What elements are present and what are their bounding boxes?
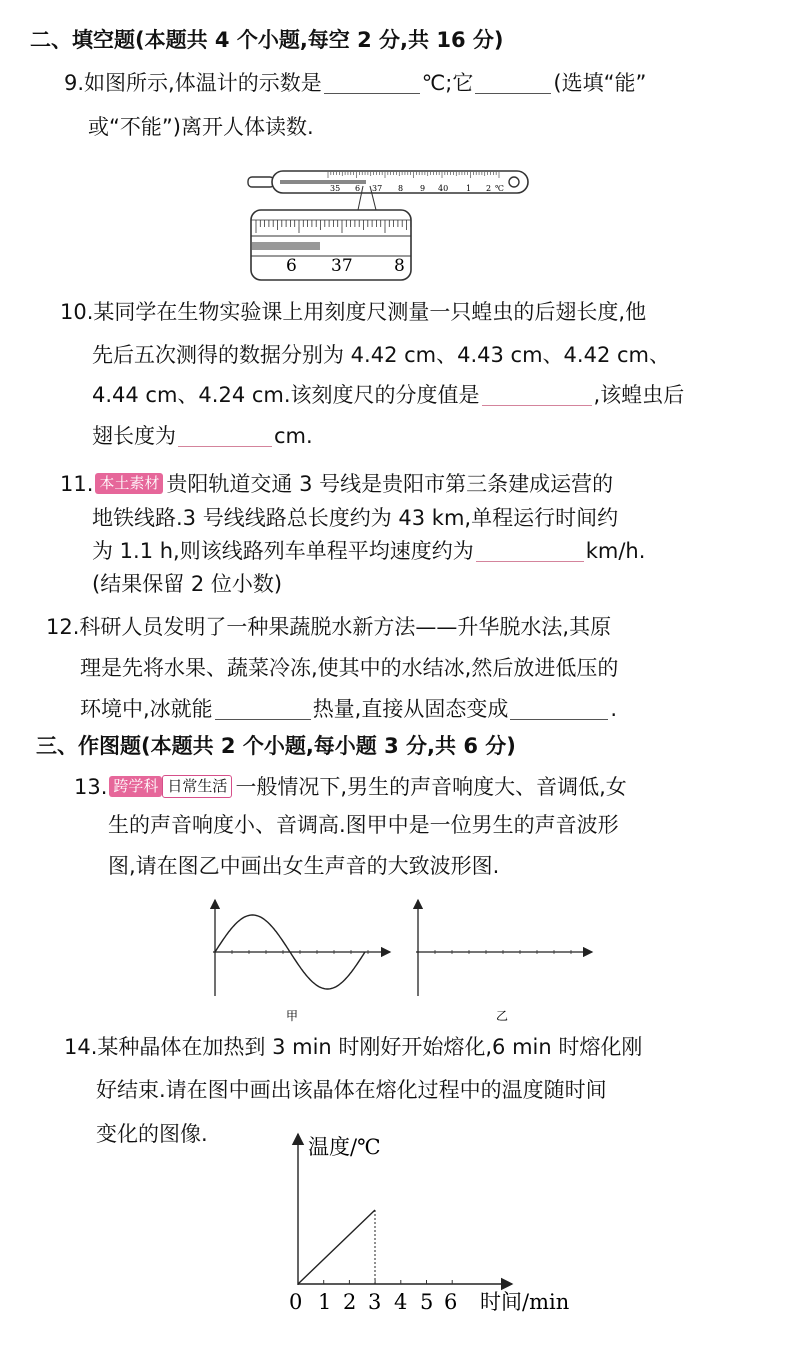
q13-text-a: 一般情况下,男生的声音响度大、音调低,女 bbox=[235, 775, 627, 799]
scale-label-35: 35 bbox=[330, 184, 341, 193]
q9-line-2: 或“不能”)离开人体读数. bbox=[88, 115, 314, 139]
q14-line-1: 14.某种晶体在加热到 3 min 时刚好开始熔化,6 min 时熔化刚 bbox=[64, 1035, 643, 1059]
graph-xtick-0: 0 bbox=[289, 1290, 303, 1314]
q12-line-2: 理是先将水果、蔬菜冷冻,使其中的水结冰,然后放进低压的 bbox=[80, 656, 619, 680]
scale-label-9: 9 bbox=[420, 184, 426, 193]
q13-tag-daily-life: 日常生活 bbox=[162, 775, 232, 798]
q10-line-1: 10.某同学在生物实验课上用刻度尺测量一只蝗虫的后翅长度,他 bbox=[60, 300, 647, 324]
scale-label-37: 37 bbox=[372, 184, 383, 193]
scale-label-2: 2 bbox=[486, 184, 492, 193]
q11-text-a: 贵阳轨道交通 3 号线是贵阳市第三条建成运营的 bbox=[166, 472, 614, 496]
q10-text-a: 4.44 cm、4.24 cm.该刻度尺的分度值是 bbox=[92, 383, 480, 407]
q12-text-c: . bbox=[610, 697, 618, 721]
wave-b-label: 乙 bbox=[496, 1009, 509, 1023]
graph-x-label: 时间/min bbox=[480, 1290, 570, 1314]
q10-text-b: ,该蝗虫后 bbox=[593, 383, 685, 407]
q10-line-2: 先后五次测得的数据分别为 4.42 cm、4.43 cm、4.42 cm、 bbox=[92, 343, 670, 367]
q12-text-a: 环境中,冰就能 bbox=[80, 697, 213, 721]
q13-number: 13. bbox=[74, 775, 108, 799]
q9-text-c: (选填“能” bbox=[553, 71, 647, 95]
graph-heating-line bbox=[298, 1210, 375, 1284]
q11-text-c: km/h. bbox=[585, 539, 646, 563]
q12-line-1: 12.科研人员发明了一种果蔬脱水新方法——升华脱水法,其原 bbox=[46, 615, 612, 639]
graph-xtick-6: 6 bbox=[444, 1290, 458, 1314]
q11-line-4: (结果保留 2 位小数) bbox=[92, 572, 283, 596]
scale-label-6: 6 bbox=[355, 184, 361, 193]
q9-text-a: 9.如图所示,体温计的示数是 bbox=[64, 71, 322, 95]
q9-text-b: ℃;它 bbox=[421, 71, 474, 95]
wave-a-label: 甲 bbox=[286, 1009, 299, 1023]
q14-line-3: 变化的图像. bbox=[96, 1122, 208, 1146]
graph-y-label: 温度/℃ bbox=[308, 1135, 381, 1159]
q12-text-b: 热量,直接从固态变成 bbox=[312, 697, 509, 721]
q11-number: 11. bbox=[60, 472, 94, 496]
q11-text-b: 为 1.1 h,则该线路列车单程平均速度约为 bbox=[92, 539, 474, 563]
q13-line-2: 生的声音响度小、音调高.图甲中是一位男生的声音波形 bbox=[108, 813, 619, 837]
scale-label-unit: ℃ bbox=[495, 184, 504, 193]
scale-label-8: 8 bbox=[398, 184, 404, 193]
zoom-label-37: 37 bbox=[331, 256, 353, 276]
q14-line-2: 好结束.请在图中画出该晶体在熔化过程中的温度随时间 bbox=[96, 1078, 607, 1102]
q11-tag-local: 本土素材 bbox=[95, 473, 163, 494]
graph-xtick-5: 5 bbox=[420, 1290, 434, 1314]
scale-label-1: 1 bbox=[466, 184, 472, 193]
section-3-title: 三、作图题(本题共 2 个小题,每小题 3 分,共 6 分) bbox=[36, 734, 516, 758]
zoom-label-8: 8 bbox=[394, 256, 405, 276]
section-2-title: 二、填空题(本题共 4 个小题,每空 2 分,共 16 分) bbox=[30, 28, 504, 52]
zoom-label-6: 6 bbox=[286, 256, 297, 276]
q10-text-c: 翅长度为 bbox=[92, 424, 176, 448]
q10-text-d: cm. bbox=[274, 424, 313, 448]
graph-xtick-3: 3 bbox=[368, 1290, 382, 1314]
q11-line-2: 地铁线路.3 号线线路总长度约为 43 km,单程运行时间约 bbox=[92, 506, 619, 530]
graph-xtick-4: 4 bbox=[394, 1290, 408, 1314]
q13-line-3: 图,请在图乙中画出女生声音的大致波形图. bbox=[108, 854, 500, 878]
graph-xtick-2: 2 bbox=[343, 1290, 357, 1314]
scale-label-40: 40 bbox=[438, 184, 449, 193]
q13-tag-cross-subject: 跨学科 bbox=[109, 776, 162, 797]
graph-xtick-1: 1 bbox=[318, 1290, 332, 1314]
